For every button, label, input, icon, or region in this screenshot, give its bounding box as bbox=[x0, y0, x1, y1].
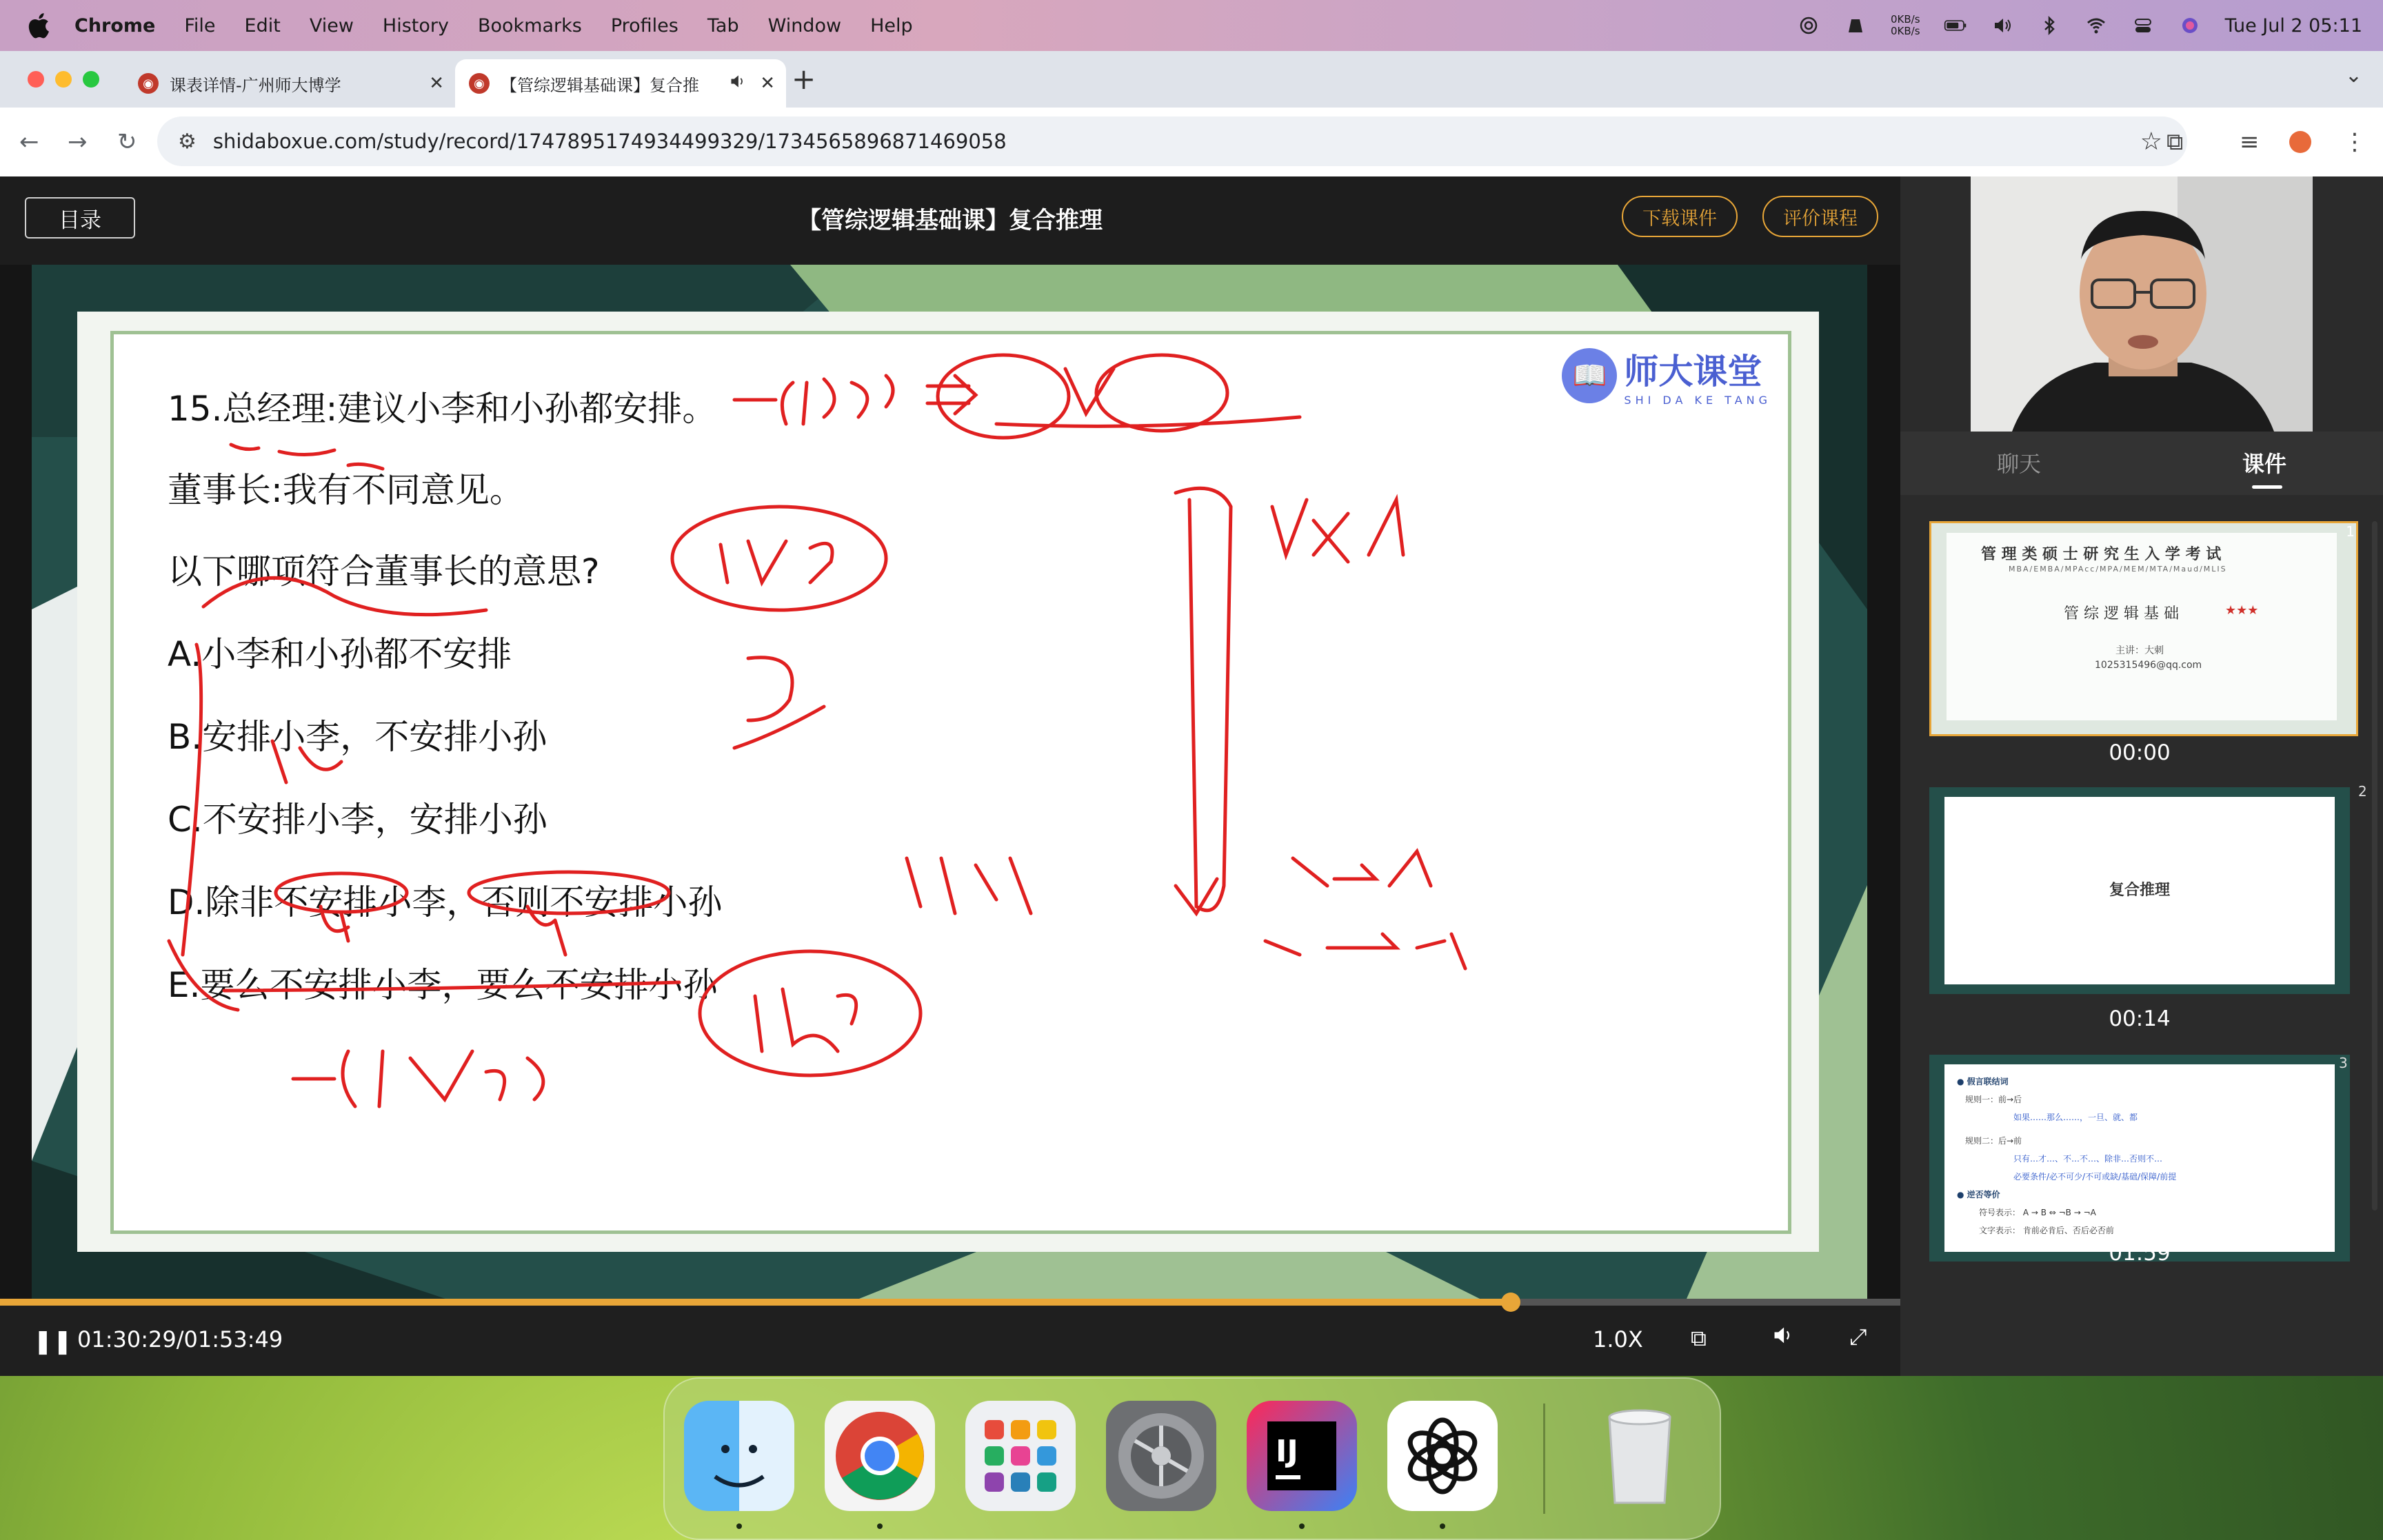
menu-bookmarks[interactable]: Bookmarks bbox=[477, 14, 582, 37]
window-close-button[interactable] bbox=[28, 71, 44, 88]
logo-subtext: SHI DA KE TANG bbox=[1624, 394, 1771, 407]
thumb-item: 如果……那么……，一旦、就、都 bbox=[2013, 1113, 2138, 1122]
tab-current-lesson[interactable] bbox=[455, 59, 786, 108]
finder-icon[interactable] bbox=[684, 1401, 794, 1511]
option-c: C.不安排小李，安排小孙 bbox=[168, 800, 547, 840]
openai-status-icon[interactable] bbox=[1797, 15, 1820, 36]
thumb-item: 规则一：前→后 bbox=[1965, 1095, 2022, 1104]
thumbnail-content bbox=[1944, 797, 2335, 984]
dock-divider bbox=[1543, 1404, 1545, 1514]
catalog-button[interactable]: 目录 bbox=[25, 197, 135, 239]
thumb-item: 必要条件/必不可少/不可或缺/基础/保障/前提 bbox=[2013, 1172, 2177, 1182]
player-topbar bbox=[0, 176, 1900, 265]
siri-icon[interactable] bbox=[2178, 15, 2202, 36]
new-tab-icon[interactable]: + bbox=[792, 62, 816, 96]
thumb-stars: ★★★ bbox=[2225, 603, 2259, 618]
tab-active-indicator bbox=[2252, 485, 2282, 489]
menu-tab[interactable]: Tab bbox=[707, 14, 739, 37]
tab-title: 【管综逻辑基础课】复合推 bbox=[501, 75, 699, 95]
menu-view[interactable]: View bbox=[309, 14, 354, 37]
control-center-icon[interactable] bbox=[2131, 15, 2155, 36]
menubar-clock[interactable]: Tue Jul 2 05:11 bbox=[2224, 14, 2362, 37]
sidebar-tabs bbox=[1900, 432, 2383, 495]
question-line: 董事长:我有不同意见。 bbox=[168, 470, 524, 510]
teacher-webcam bbox=[1971, 176, 2313, 432]
option-e: E.要么不安排小李，要么不安排小孙 bbox=[168, 965, 718, 1005]
thumb-timestamp: 00:00 bbox=[2109, 740, 2171, 765]
tab-strip bbox=[0, 51, 2383, 108]
question-line: 以下哪项符合董事长的意思? bbox=[168, 551, 600, 591]
fullscreen-icon[interactable]: ⤢ bbox=[1849, 1324, 1867, 1350]
thumb-heading: 复合推理 bbox=[2109, 882, 2170, 899]
trash-icon[interactable] bbox=[1585, 1401, 1695, 1511]
menu-profiles[interactable]: Profiles bbox=[610, 14, 678, 37]
tab-search-chevron-down-icon[interactable]: ⌄ bbox=[2344, 63, 2362, 88]
thumbnail-frame bbox=[1929, 1055, 2350, 1262]
tab-courseware[interactable]: 课件 bbox=[2242, 451, 2287, 477]
volume-icon[interactable] bbox=[1991, 15, 2014, 36]
window-minimize-button[interactable] bbox=[55, 71, 72, 88]
playback-time: 01:30:29/01:53:49 bbox=[77, 1326, 283, 1352]
option-d: D.除非不安排小李，否则不安排小孙 bbox=[168, 882, 723, 922]
thumb-teacher: 主讲：大刺 bbox=[2115, 645, 2164, 656]
thumb-item: 只有…才…、不…不…、除非…否则不… bbox=[2013, 1154, 2163, 1164]
macos-menubar bbox=[0, 0, 2383, 51]
logo-text: 师大课堂 bbox=[1624, 352, 1762, 392]
thumb-item: 规则二：后→前 bbox=[1965, 1136, 2022, 1146]
handwriting-annotations bbox=[114, 334, 1788, 1230]
forward-arrow-icon[interactable]: → bbox=[68, 128, 88, 156]
option-a: A.小李和小孙都不安排 bbox=[168, 634, 512, 674]
thumb-heading: 管 综 逻 辑 基 础 bbox=[2064, 605, 2179, 622]
net-upload-speed: 0KB/s bbox=[1891, 13, 1920, 26]
more-menu-icon[interactable]: ⋮ bbox=[2343, 128, 2366, 156]
extensions-puzzle-icon[interactable]: ⧉ bbox=[2166, 128, 2184, 156]
progress-handle[interactable] bbox=[1501, 1293, 1520, 1312]
thumb-timestamp: 01:59 bbox=[2109, 1241, 2171, 1266]
thumbnail-content bbox=[1944, 1064, 2335, 1252]
slide-board bbox=[77, 312, 1819, 1252]
tab-chat[interactable]: 聊天 bbox=[1997, 451, 2042, 477]
thumb-item: 文字表示： 肯前必肯后、否后必否前 bbox=[1979, 1226, 2114, 1235]
page-content bbox=[0, 176, 2383, 1376]
macos-dock bbox=[663, 1377, 1721, 1540]
running-indicator bbox=[877, 1523, 883, 1529]
thumb-number: 1 bbox=[2346, 523, 2355, 540]
teacher-video-image bbox=[1971, 176, 2313, 432]
bookmark-star-icon[interactable]: ☆ bbox=[2140, 127, 2162, 156]
bluetooth-icon[interactable] bbox=[2038, 15, 2061, 36]
question-line: 15.总经理:建议小李和小孙都安排。 bbox=[168, 389, 717, 429]
thumb-email: 1025315496@qq.com bbox=[2095, 660, 2202, 671]
running-indicator bbox=[1299, 1523, 1305, 1529]
profile-avatar[interactable] bbox=[2289, 131, 2311, 153]
tab-course-schedule[interactable] bbox=[124, 59, 455, 108]
slide-thumbnail-3[interactable] bbox=[1929, 1055, 2354, 1266]
tab-audio-icon[interactable] bbox=[728, 72, 747, 94]
download-courseware-button[interactable]: 下载课件 bbox=[1622, 196, 1738, 237]
volume-icon[interactable] bbox=[1771, 1324, 1796, 1352]
tab-close-icon[interactable]: ✕ bbox=[760, 73, 775, 94]
thumbnail-frame bbox=[1929, 521, 2358, 736]
pause-icon[interactable]: ❚❚ bbox=[33, 1328, 72, 1355]
site-favicon-icon: ◉ bbox=[469, 73, 490, 94]
reload-icon[interactable]: ↻ bbox=[117, 128, 137, 156]
network-speed[interactable] bbox=[1891, 14, 1920, 37]
progress-fill bbox=[0, 1299, 1511, 1306]
site-info-icon[interactable]: ⚙ bbox=[178, 129, 197, 154]
playback-speed-button[interactable]: 1.0X bbox=[1593, 1326, 1643, 1352]
rate-course-button[interactable]: 评价课程 bbox=[1762, 196, 1878, 237]
video-player bbox=[0, 176, 1900, 1376]
media-controls-icon[interactable]: ≡ bbox=[2240, 128, 2260, 156]
thumb-timestamp: 00:14 bbox=[2109, 1006, 2171, 1031]
battery-icon[interactable] bbox=[1944, 15, 1967, 36]
back-arrow-icon[interactable]: ← bbox=[19, 128, 39, 156]
menu-help[interactable]: Help bbox=[870, 14, 913, 37]
progress-track[interactable] bbox=[0, 1299, 1900, 1306]
menu-window[interactable]: Window bbox=[767, 14, 842, 37]
right-sidebar bbox=[1900, 176, 2383, 1376]
option-b: B.安排小李，不安排小孙 bbox=[168, 717, 547, 757]
thumb-subtitle: MBA/EMBA/MPAcc/MPA/MEM/MTA/Maud/MLIS bbox=[2009, 565, 2227, 574]
chatgpt-icon[interactable] bbox=[1387, 1401, 1498, 1511]
thumb-number: 3 bbox=[2339, 1055, 2348, 1071]
thumb-title: 管 理 类 硕 士 研 究 生 入 学 考 试 bbox=[1981, 546, 2222, 563]
intellij-idea-icon[interactable] bbox=[1247, 1401, 1357, 1511]
menu-history[interactable]: History bbox=[382, 14, 449, 37]
thumb-item: ● 假言联结词 bbox=[1957, 1077, 2009, 1086]
apple-icon[interactable] bbox=[26, 12, 51, 39]
running-indicator bbox=[736, 1523, 742, 1529]
picture-in-picture-icon[interactable]: ⧉ bbox=[1691, 1325, 1707, 1351]
net-download-speed: 0KB/s bbox=[1891, 25, 1920, 37]
menu-edit[interactable]: Edit bbox=[244, 14, 281, 37]
notch-app-icon[interactable] bbox=[1844, 15, 1867, 36]
thumb-number: 2 bbox=[2358, 783, 2367, 800]
player-controls bbox=[0, 1299, 1900, 1376]
logo-book-icon: 📖 bbox=[1562, 348, 1617, 403]
url-field[interactable] bbox=[157, 116, 2187, 166]
chrome-window bbox=[0, 51, 2383, 1376]
lesson-title: 【管综逻辑基础课】复合推理 bbox=[798, 207, 1103, 234]
window-zoom-button[interactable] bbox=[83, 71, 99, 88]
chrome-icon[interactable] bbox=[825, 1401, 935, 1511]
tab-close-icon[interactable]: ✕ bbox=[429, 73, 444, 94]
thumb-item: ● 逆否等价 bbox=[1957, 1190, 2000, 1199]
system-settings-icon[interactable] bbox=[1106, 1401, 1216, 1511]
slide-video-frame[interactable] bbox=[32, 265, 1867, 1299]
svg-text:IJ: IJ bbox=[1276, 1434, 1298, 1469]
tab-title: 课表详情-广州师大博学 bbox=[170, 75, 341, 95]
menu-file[interactable]: File bbox=[184, 14, 216, 37]
running-indicator bbox=[1440, 1523, 1445, 1529]
menu-app-chrome[interactable]: Chrome bbox=[74, 14, 156, 37]
launchpad-icon[interactable] bbox=[965, 1401, 1076, 1511]
slide-content bbox=[110, 331, 1791, 1234]
sidebar-scrollbar[interactable] bbox=[2372, 521, 2377, 1210]
wifi-icon[interactable] bbox=[2084, 15, 2108, 36]
thumb-item: 符号表示： A → B ⇔ ¬B → ¬A bbox=[1979, 1208, 2096, 1217]
address-bar-row bbox=[0, 108, 2383, 177]
thumbnail-frame bbox=[1929, 787, 2350, 994]
site-favicon-icon: ◉ bbox=[138, 73, 159, 94]
thumbnail-content bbox=[1947, 533, 2337, 720]
url-text: shidaboxue.com/study/record/1747895174934499329/1734565896871469058 bbox=[212, 130, 1007, 153]
